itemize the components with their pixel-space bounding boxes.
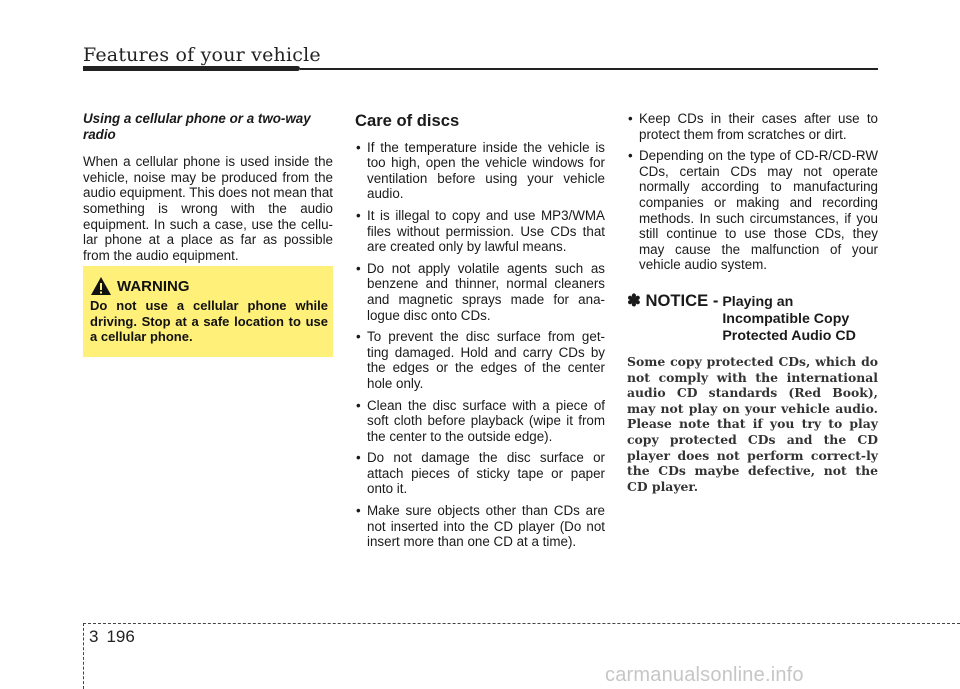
column-right [627, 111, 878, 507]
warning-box [83, 266, 333, 357]
watermark-text: carmanualsonline.info [605, 664, 804, 686]
list-item: • Make sure objects other than CDs are not inserted into the CD player (Do not insert more than one CD at a time). [355, 503, 605, 550]
list-item: • Clean the disc surface with a piece of soft cloth before playback (wipe it from the center to the outside edge). [355, 398, 605, 445]
warning-label: WARNING [117, 277, 190, 295]
list-item: • Do not apply volatile agents such as benzene and thinner, normal cleaners and magnetic sprays made for ana-logue disc onto CDs. [355, 261, 605, 323]
notice-title-line: Playing an [722, 293, 794, 310]
cellular-phone-subheading: Using a cellular phone or a two-way radio [83, 111, 311, 142]
page-header-title: Features of your vehicle [83, 44, 321, 66]
notice-title-line: Protected Audio CD [722, 327, 856, 344]
list-item: • To prevent the disc surface from get-ting damaged. Hold and carry CDs by the edges or the edges of the center hole only. [355, 329, 605, 391]
notice-heading-row [627, 290, 878, 345]
care-of-discs-list [355, 140, 605, 550]
chapter-number: 3 [89, 627, 99, 646]
cd-handling-list [627, 111, 878, 273]
list-item: • Do not damage the disc surface or attach pieces of sticky tape or paper onto it. [355, 450, 605, 497]
header-rule-thick [83, 66, 300, 71]
list-item: • It is illegal to copy and use MP3/WMA files without permission. Use CDs that are created only by lawful means. [355, 208, 605, 255]
notice-title [718, 293, 855, 345]
notice-title-line: Incompatible Copy [722, 310, 850, 327]
notice-body: Some copy protected CDs, which do not comply with the international audio CD standards (Red Book), may not play on your vehicle audio. Please note that if you try to play copy protected CDs and the CD player does not perform correct-ly the CDs maybe defective, not the CD player. [627, 353, 878, 494]
page-number [89, 627, 135, 647]
list-item: • Keep CDs in their cases after use to protect them from scratches or dirt. [627, 111, 878, 142]
page-number-value: 196 [106, 627, 135, 646]
care-of-discs-heading: Care of discs [355, 111, 460, 130]
notice-block [627, 290, 878, 494]
list-item: • If the temperature inside the vehicle is too high, open the vehicle windows for ventilation before using your vehicle audio. [355, 140, 605, 202]
notice-label: ✽ NOTICE - [627, 290, 719, 310]
footer-vertical-rule [83, 623, 84, 689]
warning-header [90, 276, 190, 296]
footer-rule [83, 623, 960, 624]
cellular-phone-paragraph: When a cellular phone is used inside the vehicle, noise may be produced from the audio equipment. This does not mean that something is wrong with the audio equipment. In such a case, use the cellu-lar phone at a place as far as possible from the audio equipment. [83, 154, 333, 263]
list-item: • Depending on the type of CD-R/CD-RW CDs, certain CDs may not operate normally according to manufacturing companies or making and recording methods. In such circumstances, if you still continue to use those CDs, they may cause the malfunction of your vehicle audio system. [627, 148, 878, 273]
column-left [83, 111, 333, 263]
warning-triangle-icon [90, 276, 112, 296]
warning-text: Do not use a cellular phone while driving. Stop at a safe location to use a cellular phone. [90, 298, 328, 345]
header-rule-thin [300, 68, 878, 70]
column-middle [355, 111, 605, 556]
